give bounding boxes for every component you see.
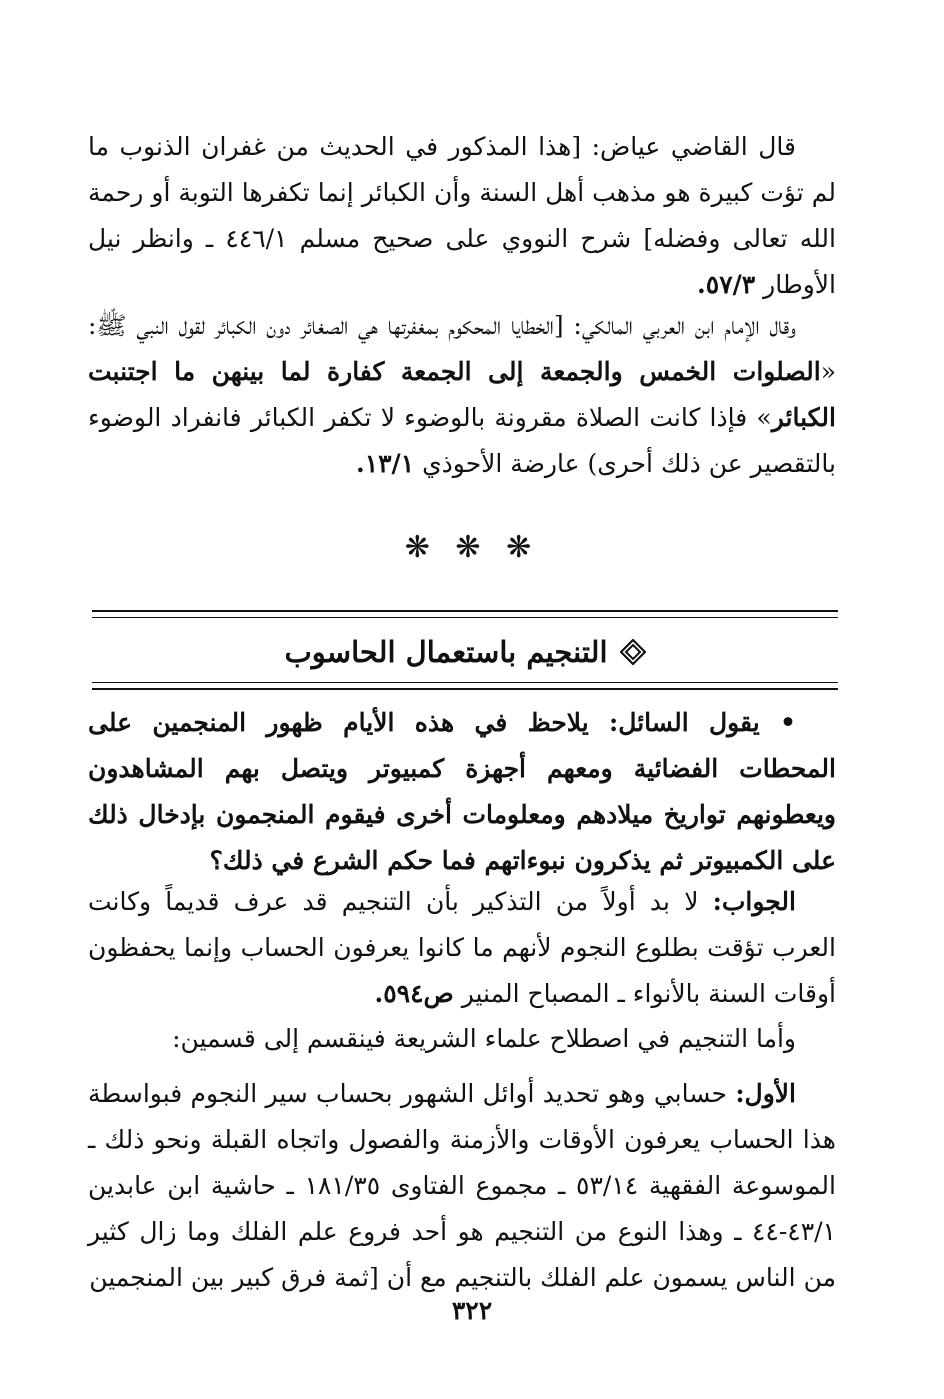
- answer-text: لا بد أولاً من التذكير بأن التنجيم قد عرف قديماً وكانت العرب تؤقت بطلوع النجوم لأنهم ما كانوا يعرفون الحساب وإنما يحفظون أوقات السنة بالأنواء ـ المصباح المنير: [88, 887, 836, 1008]
- first-type-text: حسابي وهو تحديد أوائل الشهور بحساب سير النجوم فبواسطة هذا الحساب يعرفون الأوقات والأزمنة والفصول واتجاه القبلة ونحو ذلك ـ الموسوعة الفقهية ٥٣/١٤ ـ مجموع الفتاوى ١٨١/٣٥ ـ حاشية ابن عابدين ٤٣/١-٤٤ ـ وهذا النوع من التنجيم هو أحد فروع علم الفلك وما زال كثير من الناس يسمون علم الفلك بالتنجيم مع أن [ثمة فرق كبير بين المنجمين: [88, 1079, 836, 1292]
- top-rule-thick: [92, 610, 838, 612]
- first-type-paragraph: [88, 1071, 836, 1301]
- answer-paragraph: [88, 879, 836, 1017]
- diamond-icon: [620, 639, 646, 665]
- bottom-rule-thick: [92, 688, 838, 690]
- paragraph-qadi-iyad: [88, 124, 836, 308]
- top-rule-thin: [92, 617, 838, 618]
- bullet-icon: •: [780, 708, 796, 737]
- page-number: ٣٢٢: [451, 1296, 493, 1325]
- question-text: يلاحظ في هذه الأيام ظهور المنجمين على المحطات الفضائية ومعهم أجهزة كمبيوتر ويتصل بهم المشاهدون ويعطونهم تواريخ ميلادهم ومعلومات أخرى فيقوم المنجمون بإدخال ذلك على الكمبيوتر ثم يذكرون نبوءاتهم فما حكم الشرع في ذلك؟: [88, 708, 836, 875]
- hadith-text: الصلوات الخمس والجمعة إلى الجمعة كفارة لما بينهن ما اجتنبت الكبائر: [88, 357, 836, 432]
- reference-bold: ١٣/١.: [355, 449, 415, 478]
- answer-label: الجواب:: [712, 887, 796, 916]
- types-paragraph: [88, 1016, 836, 1062]
- question-label: يقول السائل:: [609, 708, 760, 737]
- section-title: التنجيم باستعمال الحاسوب: [284, 635, 608, 669]
- first-type-label: الأول:: [735, 1079, 796, 1108]
- question-paragraph: [88, 700, 836, 884]
- bottom-rule-thin: [92, 682, 838, 683]
- reference-bold: ص٥٩٤.: [374, 979, 454, 1008]
- paragraph-text: قال القاضي عياض: [هذا المذكور في الحديث من غفران الذنوب ما لم تؤت كبيرة هو مذهب أهل السنة وأن الكبائر إنما تكفرها التوبة أو رحمة الله تعالى وفضله] شرح النووي على صحيح مسلم ٤٤٦/١ ـ وانظر نيل الأوطار: [88, 132, 836, 299]
- paragraph-text: » فإذا كانت الصلاة مقرونة بالوضوء لا تكفر الكبائر فانفراد الوضوء بالتقصير عن ذلك أحرى) عارضة الأحوذي: [88, 403, 836, 478]
- section-heading: [92, 626, 838, 678]
- section-separator-stars: ❋ ❋ ❋: [404, 530, 540, 565]
- paragraph-ibn-arabi: [88, 303, 836, 487]
- paragraph-text: وقال الإمام ابن العربي المالكي: [الخطايا المحكوم بمغفرتها هي الصغائر دون الكبائر لقول النبي ﷺ: «: [88, 311, 836, 386]
- types-text: وأما التنجيم في اصطلاح علماء الشريعة فينقسم إلى قسمين:: [172, 1024, 796, 1053]
- reference-bold: ٥٧/٣.: [697, 270, 756, 299]
